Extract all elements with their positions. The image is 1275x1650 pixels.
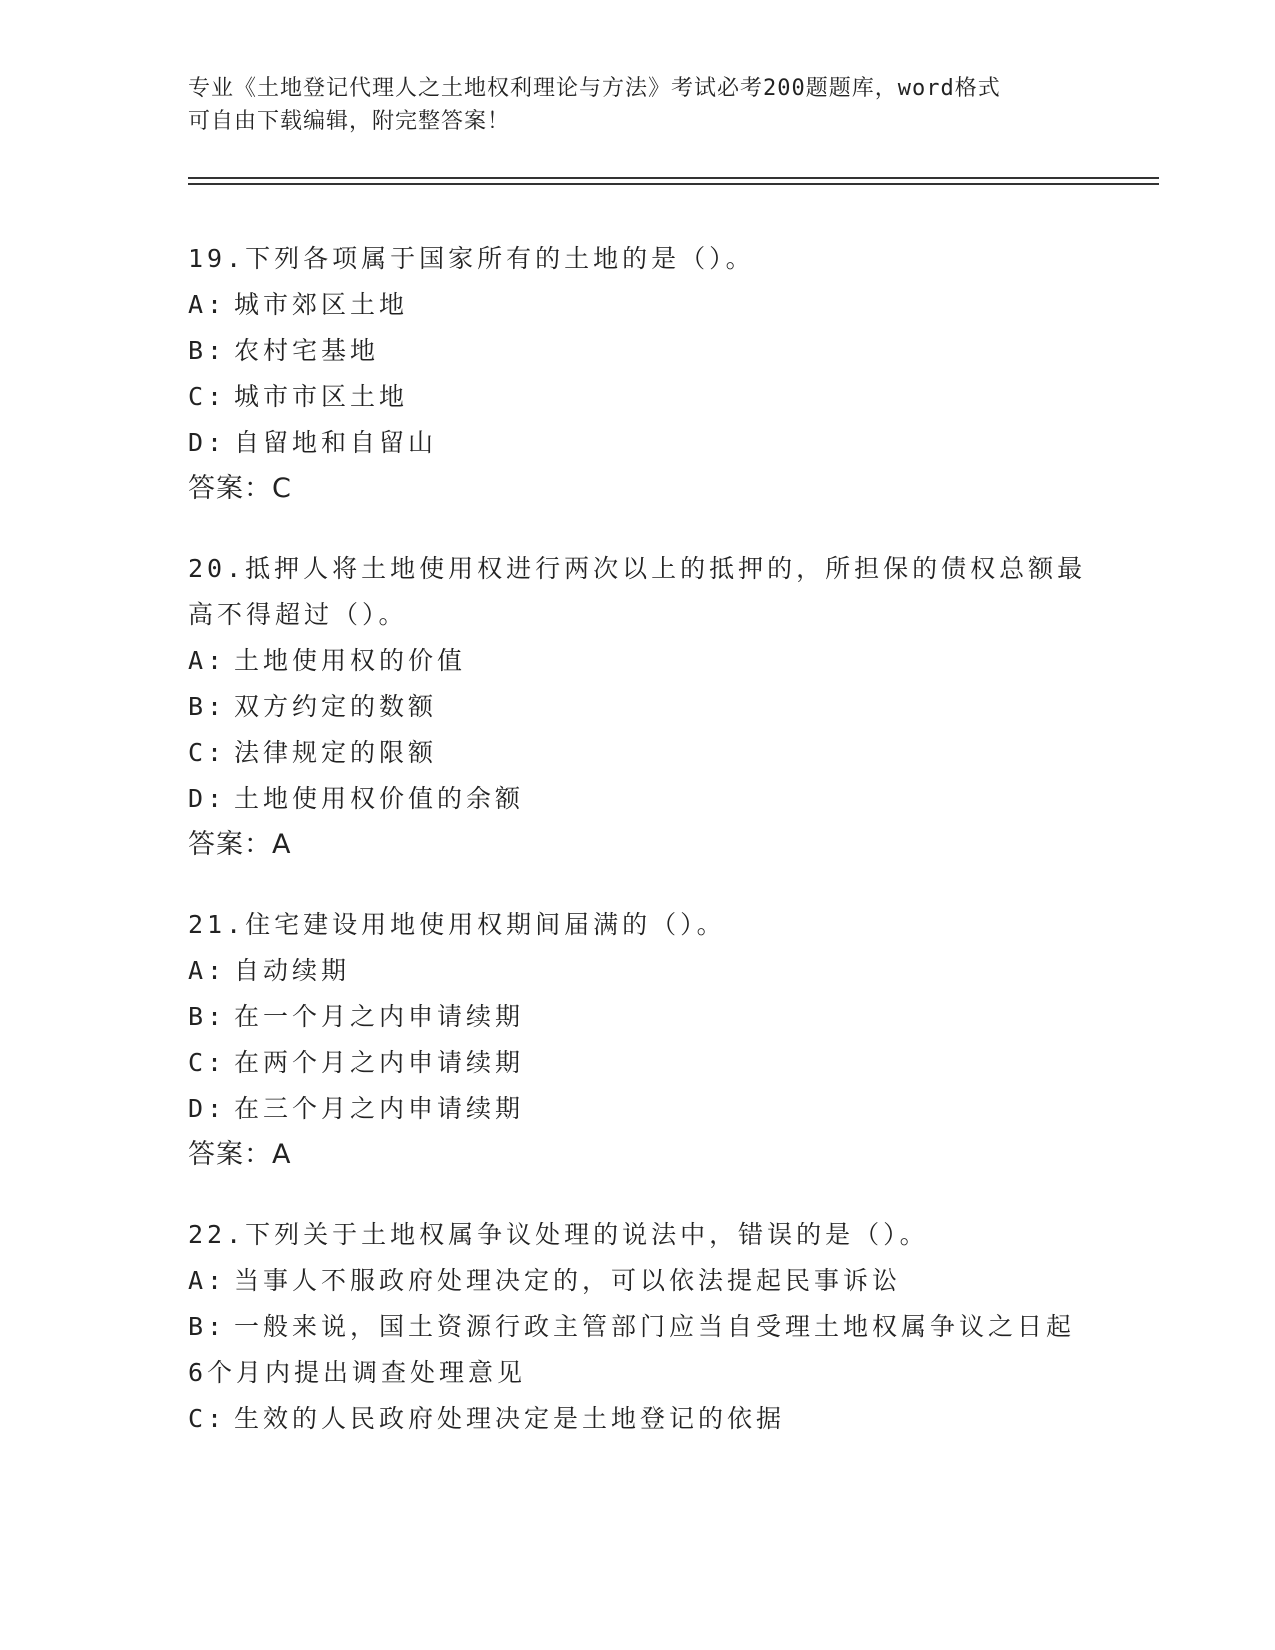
option-key: C: xyxy=(188,1404,227,1433)
option-key: D: xyxy=(188,1094,227,1123)
question-stem-continued: 高不得超过（）。 xyxy=(188,600,408,629)
option-a xyxy=(188,282,1088,328)
question-stem: 19.下列各项属于国家所有的土地的是（）。 xyxy=(188,244,755,273)
option-text: 在两个月之内申请续期 xyxy=(234,1048,525,1077)
option-key: D: xyxy=(188,428,227,457)
option-key: B: xyxy=(188,1002,227,1031)
option-key: C: xyxy=(188,382,227,411)
option-key: C: xyxy=(188,738,227,767)
answer-line: 答案：C xyxy=(188,473,292,504)
option-text: 当事人不服政府处理决定的，可以依法提起民事诉讼 xyxy=(234,1266,902,1295)
option-d xyxy=(188,420,1088,466)
option-text: 法律规定的限额 xyxy=(234,738,438,767)
option-text: 土地使用权的价值 xyxy=(234,646,467,675)
option-key: B: xyxy=(188,1312,227,1341)
option-text: 城市郊区土地 xyxy=(234,290,409,319)
question-22 xyxy=(188,1212,1088,1442)
answer-line: 答案：A xyxy=(188,829,292,860)
option-b xyxy=(188,994,1088,1040)
header-title-line-2: 可自由下载编辑，附完整答案！ xyxy=(188,109,511,134)
option-key: B: xyxy=(188,692,227,721)
option-c xyxy=(188,1040,1088,1086)
option-text: 双方约定的数额 xyxy=(234,692,438,721)
option-key: B: xyxy=(188,336,227,365)
option-key: A: xyxy=(188,956,227,985)
option-b-continued: 6个月内提出调查处理意见 xyxy=(188,1358,527,1387)
option-c xyxy=(188,1396,1088,1442)
question-list xyxy=(188,236,1088,1476)
option-text: 一般来说，国土资源行政主管部门应当自受理土地权属争议之日起 xyxy=(234,1312,1076,1341)
question-stem: 20.抵押人将土地使用权进行两次以上的抵押的，所担保的债权总额最 xyxy=(188,554,1087,583)
answer-line: 答案：A xyxy=(188,1139,292,1170)
option-text: 在一个月之内申请续期 xyxy=(234,1002,525,1031)
option-text: 农村宅基地 xyxy=(234,336,380,365)
option-key: A: xyxy=(188,290,227,319)
header-divider-top xyxy=(188,177,1159,179)
question-21 xyxy=(188,902,1088,1178)
option-key: A: xyxy=(188,646,227,675)
question-stem: 22.下列关于土地权属争议处理的说法中，错误的是（）。 xyxy=(188,1220,929,1249)
question-19 xyxy=(188,236,1088,512)
header-divider-bottom xyxy=(188,183,1159,185)
option-text: 生效的人民政府处理决定是土地登记的依据 xyxy=(234,1404,786,1433)
option-d xyxy=(188,1086,1088,1132)
document-header xyxy=(188,72,1068,138)
question-stem: 21.住宅建设用地使用权期间届满的（）。 xyxy=(188,910,726,939)
option-text: 在三个月之内申请续期 xyxy=(234,1094,525,1123)
option-b xyxy=(188,684,1088,730)
header-title-line-1: 专业《土地登记代理人之土地权利理论与方法》考试必考200题题库，word格式 xyxy=(188,76,1001,101)
option-c xyxy=(188,730,1088,776)
option-a xyxy=(188,948,1088,994)
option-d xyxy=(188,776,1088,822)
option-text: 自动续期 xyxy=(234,956,351,985)
option-text: 城市市区土地 xyxy=(234,382,409,411)
option-c xyxy=(188,374,1088,420)
option-text: 土地使用权价值的余额 xyxy=(234,784,525,813)
option-b xyxy=(188,328,1088,374)
option-key: D: xyxy=(188,784,227,813)
option-key: C: xyxy=(188,1048,227,1077)
option-a xyxy=(188,1258,1088,1304)
option-a xyxy=(188,638,1088,684)
option-text: 自留地和自留山 xyxy=(234,428,438,457)
option-b xyxy=(188,1304,1088,1350)
option-key: A: xyxy=(188,1266,227,1295)
question-20 xyxy=(188,546,1088,868)
